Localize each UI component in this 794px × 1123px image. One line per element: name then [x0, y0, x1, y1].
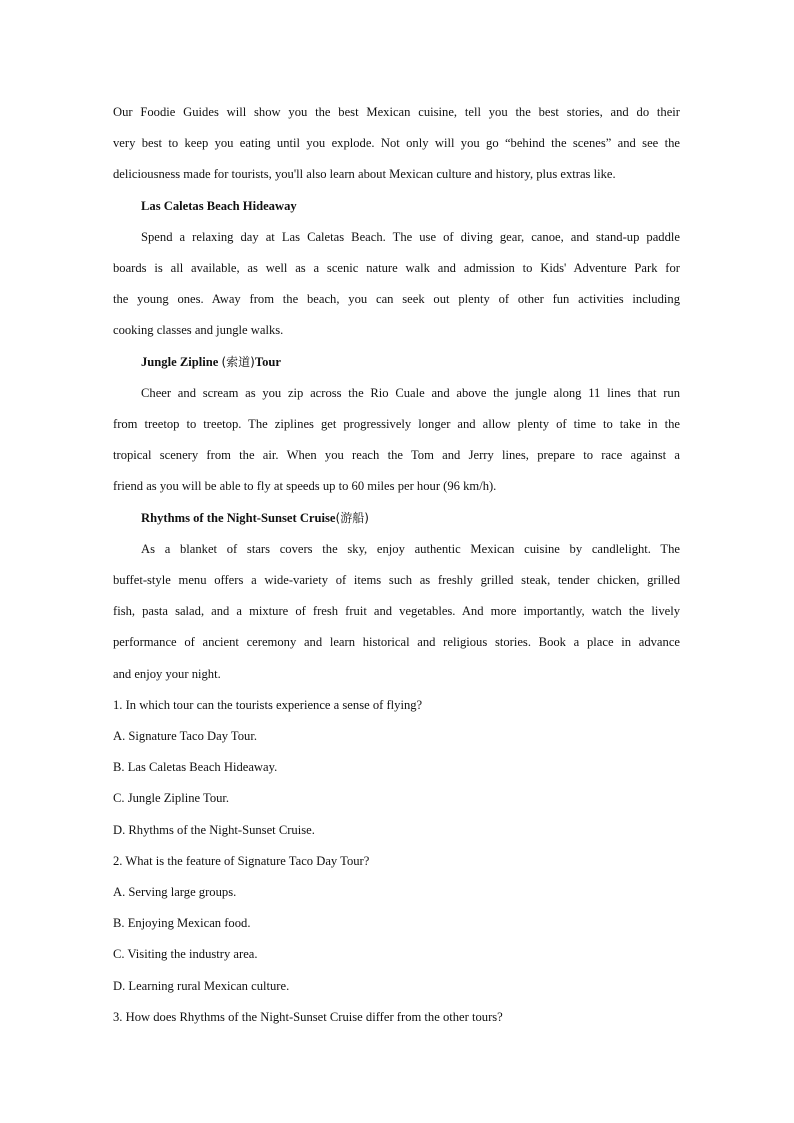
question-1-option-b: B. Las Caletas Beach Hideaway.	[113, 760, 278, 775]
text-line: deliciousness made for tourists, you'll also learn about Mexican culture and history, plus extras like.	[113, 167, 616, 182]
section-heading-las-caletas	[113, 191, 680, 222]
text-line: buffet-style menu offers a wide-variety of items such as freshly grilled steak, tender chicken, grilled	[113, 573, 680, 588]
section-paragraph-jungle-zipline	[113, 378, 680, 503]
text-line: As a blanket of stars covers the sky, enjoy authentic Mexican cuisine by candlelight. The	[141, 541, 680, 556]
text-line: the young ones. Away from the beach, you can seek out plenty of other fun activities including	[113, 292, 680, 307]
question-1-option-d: D. Rhythms of the Night-Sunset Cruise.	[113, 822, 315, 837]
section-heading-jungle-zipline	[113, 347, 680, 378]
question-2-option-b: B. Enjoying Mexican food.	[113, 916, 251, 931]
section-title-note: (索道)	[221, 354, 255, 369]
intro-paragraph	[113, 97, 680, 191]
question-2-option-a: A. Serving large groups.	[113, 885, 237, 900]
section-heading-rhythms-cruise	[113, 503, 680, 534]
text-line: boards is all available, as well as a scenic nature walk and admission to Kids' Adventure Park for	[113, 261, 680, 276]
text-line: and enjoy your night.	[113, 666, 221, 681]
text-line: from treetop to treetop. The ziplines get progressively longer and allow plenty of time to take in the	[113, 417, 680, 432]
text-line: performance of ancient ceremony and learn historical and religious stories. Book a place in advance	[113, 635, 680, 650]
question-1-option-c: C. Jungle Zipline Tour.	[113, 791, 230, 806]
section-title: Jungle Zipline	[141, 354, 222, 369]
document-page	[113, 97, 680, 1033]
section-paragraph-rhythms-cruise	[113, 534, 680, 690]
text-line: very best to keep you eating until you explode. Not only will you go “behind the scenes” and see the	[113, 136, 680, 151]
text-line: Spend a relaxing day at Las Caletas Beach. The use of diving gear, canoe, and stand-up paddle	[141, 229, 680, 244]
question-1-stem: 1. In which tour can the tourists experience a sense of flying?	[113, 697, 423, 712]
section-title-suffix: Tour	[254, 354, 281, 369]
text-line: tropical scenery from the air. When you reach the Tom and Jerry lines, prepare to race against a	[113, 448, 680, 463]
section-paragraph-las-caletas	[113, 222, 680, 347]
text-line: fish, pasta salad, and a mixture of fresh fruit and vegetables. And more importantly, watch the lively	[113, 604, 680, 619]
section-title: Las Caletas Beach Hideaway	[141, 198, 297, 213]
question-3-stem: 3. How does Rhythms of the Night-Sunset Cruise differ from the other tours?	[113, 1009, 503, 1024]
text-line: cooking classes and jungle walks.	[113, 323, 284, 338]
text-line: Cheer and scream as you zip across the Rio Cuale and above the jungle along 11 lines that run	[141, 385, 680, 400]
section-title: Rhythms of the Night-Sunset Cruise	[141, 510, 336, 525]
question-2-stem: 2. What is the feature of Signature Taco Day Tour?	[113, 853, 370, 868]
question-2-option-c: C. Visiting the industry area.	[113, 947, 258, 962]
question-1-option-a: A. Signature Taco Day Tour.	[113, 729, 257, 744]
text-line: Our Foodie Guides will show you the best Mexican cuisine, tell you the best stories, and do their	[113, 105, 680, 119]
text-line: friend as you will be able to fly at speeds up to 60 miles per hour (96 km/h).	[113, 479, 497, 494]
section-title-note: (游船)	[335, 510, 369, 525]
question-2-option-d: D. Learning rural Mexican culture.	[113, 978, 290, 993]
